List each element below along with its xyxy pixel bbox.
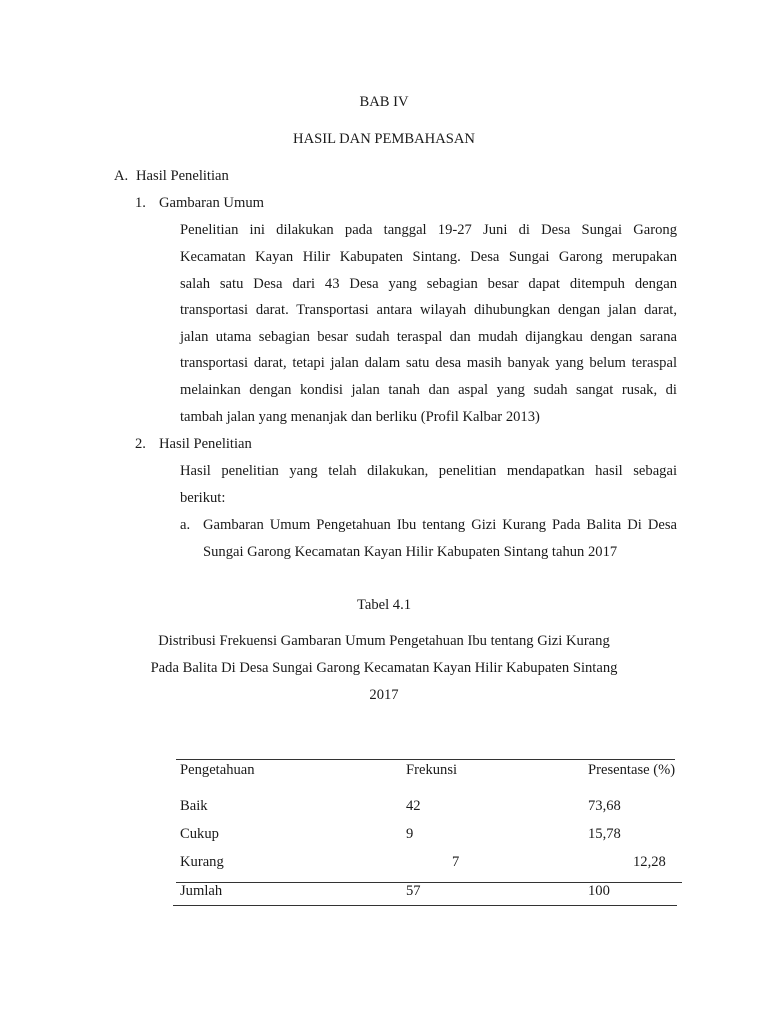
paragraph-line: jalan utama sebagian besar sudah teraspal dan mudah dijangkau dengan sarana [180,329,677,345]
paragraph-line: transportasi darat. Transportasi antara wilayah dihubungkan dengan jalan darat, [180,302,677,318]
table-bottom-rule [173,905,677,906]
cell-presentase: 73,68 [588,798,621,814]
section-a-marker: A. [114,168,129,184]
paragraph-line: Hasil penelitian yang telah dilakukan, penelitian mendapatkan hasil sebagai [180,463,677,479]
cell-jumlah-frekuensi: 57 [406,883,421,899]
header-pengetahuan: Pengetahuan [180,762,255,778]
cell-pengetahuan: Kurang [180,854,224,870]
paragraph-line: Penelitian ini dilakukan pada tanggal 19-27 Juni di Desa Sungai Garong [180,222,677,238]
cell-presentase: 15,78 [588,826,621,842]
sub2-marker: 2. [135,436,146,452]
sub1-title: Gambaran Umum [159,195,264,211]
item-a-line: Gambaran Umum Pengetahuan Ibu tentang Gizi Kurang Pada Balita Di Desa [203,517,677,533]
table-label: Tabel 4.1 [356,597,412,613]
cell-pengetahuan: Cukup [180,826,219,842]
cell-pengetahuan: Baik [180,798,208,814]
paragraph-line: melainkan dengan kondisi jalan tanah dan aspal yang sudah sangat rusak, di [180,382,677,398]
cell-frekuensi: 42 [406,798,421,814]
caption-line: Pada Balita Di Desa Sungai Garong Kecamatan Kayan Hilir Kabupaten Sintang [150,660,618,676]
caption-line: 2017 [369,687,399,703]
paragraph-line: salah satu Desa dari 43 Desa yang sebagian besar dapat ditempuh dengan [180,276,677,292]
item-a-line: Sungai Garong Kecamatan Kayan Hilir Kabupaten Sintang tahun 2017 [203,544,618,560]
caption-line: Distribusi Frekuensi Gambaran Umum Pengetahuan Ibu tentang Gizi Kurang [158,633,610,649]
cell-frekuensi: 9 [406,826,414,842]
item-a-marker: a. [180,517,191,533]
header-frekunsi: Frekunsi [406,762,458,778]
paragraph-line: Kecamatan Kayan Hilir Kabupaten Sintang. Desa Sungai Garong merupakan [180,249,677,265]
paragraph-line: berikut: [180,490,226,506]
paragraph-line: tambah jalan yang menanjak dan berliku (Profil Kalbar 2013) [180,409,540,425]
paragraph-line: transportasi darat, tetapi jalan dalam satu desa masih banyak yang belum teraspal [180,355,677,371]
sub1-marker: 1. [135,195,146,211]
chapter-heading: BAB IV [359,94,409,110]
cell-jumlah-presentase: 100 [588,883,610,899]
header-presentase: Presentase (%) [588,762,676,778]
cell-jumlah-label: Jumlah [180,883,223,899]
section-a-title: Hasil Penelitian [136,168,229,184]
chapter-title: HASIL DAN PEMBAHASAN [293,131,475,147]
table-top-rule [176,759,675,760]
cell-frekuensi: 7 [452,854,460,870]
cell-presentase: 12,28 [633,854,666,870]
sub2-title: Hasil Penelitian [159,436,252,452]
